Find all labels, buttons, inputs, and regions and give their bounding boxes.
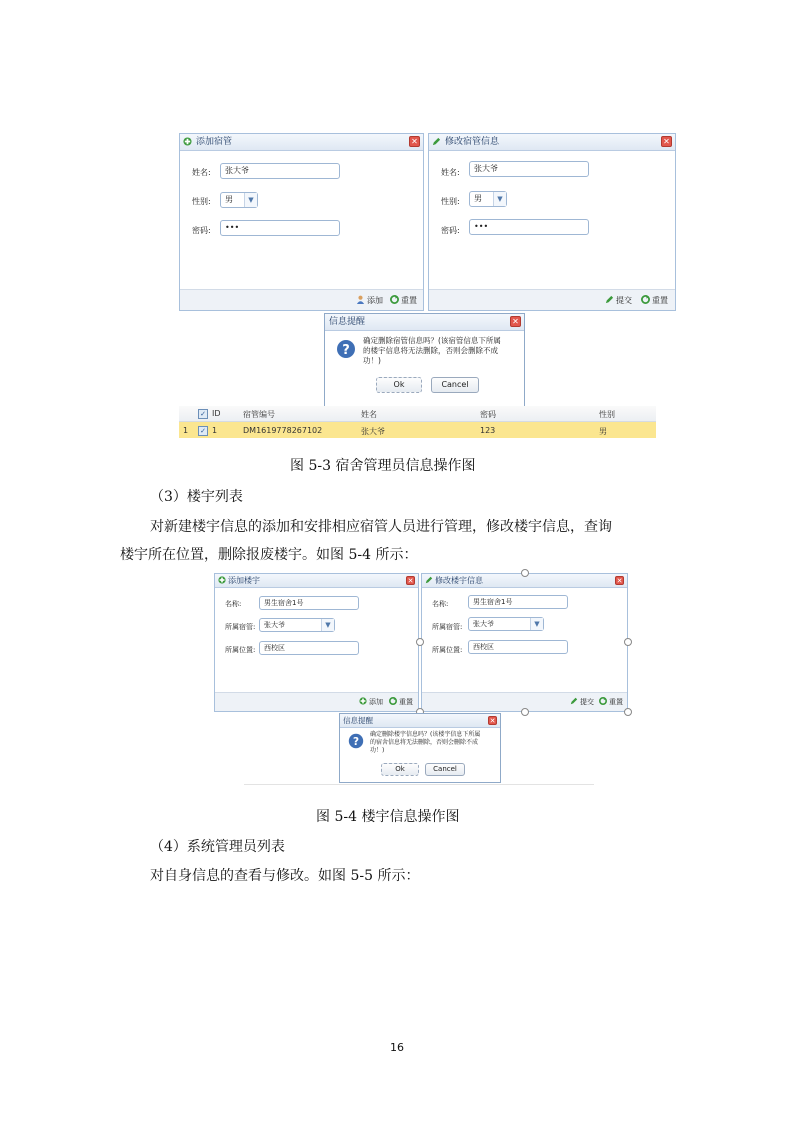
location-input[interactable]: 西校区 [468, 640, 568, 654]
add-icon [359, 697, 367, 705]
resize-handle[interactable] [624, 708, 632, 716]
ok-button[interactable]: Ok [376, 377, 422, 393]
chevron-down-icon[interactable]: ▼ [530, 618, 543, 630]
column-header[interactable]: 姓名 [361, 410, 377, 419]
svg-text:?: ? [342, 343, 350, 358]
submit-button[interactable] [605, 295, 632, 306]
field-label-gender: 性别: [441, 197, 460, 206]
pencil-icon [425, 576, 433, 584]
reset-label: 重置 [401, 296, 417, 305]
add-button[interactable] [356, 295, 383, 306]
manager-select[interactable] [259, 618, 335, 632]
table-header [179, 406, 656, 422]
field-label-location: 所属位置: [432, 646, 463, 654]
section-heading: （3）楼宇列表 [150, 489, 243, 505]
dialog-title: 添加楼宇 [228, 576, 260, 585]
gender-select[interactable] [469, 191, 507, 207]
cell-password: 123 [480, 426, 496, 435]
pencil-icon [605, 295, 614, 304]
cancel-button[interactable]: Cancel [431, 377, 479, 393]
message-line: 的宿舍信息将无法删除，否则会删除不成 [370, 739, 479, 746]
row-index: 1 [183, 426, 189, 435]
paragraph-line: 对自身信息的查看与修改。如图 5-5 所示： [150, 868, 420, 884]
dialog-title: 信息提醒 [343, 716, 373, 725]
column-header[interactable]: 性别 [599, 410, 615, 419]
message-line: 功！) [363, 356, 381, 365]
dialog-header [180, 134, 423, 151]
reset-icon [599, 697, 607, 705]
manager-select[interactable] [468, 617, 544, 631]
add-button[interactable] [359, 697, 383, 707]
dialog-title: 信息提醒 [329, 317, 366, 327]
field-label-password: 密码: [192, 226, 211, 235]
gender-value: 男 [474, 194, 482, 203]
chevron-down-icon[interactable]: ▼ [321, 619, 334, 631]
dialog-title: 修改宿管信息 [445, 137, 500, 147]
user-add-icon [356, 295, 365, 304]
question-icon [336, 339, 356, 359]
delete-confirm-dialog [324, 313, 525, 407]
edit-dorm-manager-dialog [428, 133, 676, 311]
figure-caption: 图 5-4 楼宇信息操作图 [316, 809, 460, 825]
pencil-icon [570, 697, 578, 705]
reset-label: 重置 [399, 698, 413, 706]
reset-icon [390, 295, 399, 304]
dialog-header [340, 714, 500, 728]
close-icon[interactable]: ✕ [661, 136, 672, 147]
submit-button[interactable] [570, 697, 594, 707]
reset-icon [389, 697, 397, 705]
close-icon[interactable]: ✕ [489, 717, 496, 725]
close-icon[interactable]: ✕ [407, 577, 414, 585]
add-building-dialog [214, 573, 419, 712]
field-label-name: 姓名: [192, 168, 211, 177]
field-label-name: 名称: [225, 600, 242, 608]
resize-handle[interactable] [521, 708, 529, 716]
close-icon[interactable]: ✕ [409, 136, 420, 147]
add-dorm-manager-dialog [179, 133, 424, 311]
reset-label: 重置 [652, 296, 668, 305]
field-label-manager: 所属宿管: [432, 623, 463, 631]
reset-button[interactable] [599, 697, 623, 707]
cell-name: 张大爷 [361, 427, 385, 436]
figure-caption: 图 5-3 宿舍管理员信息操作图 [290, 458, 476, 474]
resize-handle[interactable] [521, 569, 529, 577]
add-icon [183, 137, 192, 146]
name-input[interactable]: 男生宿舍1号 [259, 596, 359, 610]
delete-building-confirm-dialog [339, 713, 501, 783]
reset-label: 重置 [609, 698, 623, 706]
submit-label: 提交 [580, 698, 594, 706]
edit-building-dialog [421, 573, 628, 712]
cell-gender: 男 [599, 427, 607, 436]
message-line: 功！) [370, 747, 385, 754]
chevron-down-icon[interactable]: ▼ [244, 193, 257, 207]
table-row[interactable] [179, 422, 656, 438]
field-label-password: 密码: [441, 226, 460, 235]
field-label-manager: 所属宿管: [225, 623, 256, 631]
gender-select[interactable] [220, 192, 258, 208]
message-line: 确定删除宿管信息吗？(该宿管信息下所属 [363, 336, 501, 345]
dialog-title: 添加宿管 [196, 137, 233, 147]
dialog-footer [215, 692, 418, 711]
chevron-down-icon[interactable]: ▼ [493, 192, 506, 206]
submit-label: 提交 [616, 296, 632, 305]
location-input[interactable]: 西校区 [259, 641, 359, 655]
resize-handle[interactable] [416, 638, 424, 646]
pencil-icon [432, 137, 441, 146]
cell-code: DM1619778267102 [243, 426, 323, 435]
reset-button[interactable] [641, 295, 668, 306]
column-header[interactable]: 宿管编号 [243, 410, 275, 419]
section-heading: （4）系统管理员列表 [150, 839, 285, 855]
add-label: 添加 [367, 296, 383, 305]
ok-button[interactable]: Ok [381, 763, 419, 776]
reset-button[interactable] [390, 295, 417, 306]
header-checkbox[interactable]: ✓ [198, 409, 208, 419]
reset-button[interactable] [389, 697, 413, 707]
dialog-title: 修改楼宇信息 [435, 576, 483, 585]
column-header[interactable]: 密码 [480, 410, 496, 419]
dialog-header [429, 134, 675, 151]
field-label-location: 所属位置: [225, 646, 256, 654]
cell-id: 1 [212, 426, 218, 435]
cancel-button[interactable]: Cancel [425, 763, 465, 776]
row-checkbox[interactable]: ✓ [198, 426, 208, 436]
password-input[interactable]: ••• [469, 219, 589, 235]
field-label-gender: 性别: [192, 197, 211, 206]
paragraph-line: 楼宇所在位置，删除报废楼宇。如图 5-4 所示： [120, 547, 418, 563]
field-label-name: 姓名: [441, 168, 460, 177]
svg-text:?: ? [352, 736, 360, 748]
name-input[interactable]: 男生宿舍1号 [468, 595, 568, 609]
close-icon[interactable]: ✕ [616, 577, 623, 585]
name-input[interactable]: 张大爷 [469, 161, 589, 177]
name-input[interactable]: 张大爷 [220, 163, 340, 179]
field-label-name: 名称: [432, 600, 449, 608]
message-line: 确定删除楼宇信息吗？(该楼宇信息下所属 [370, 731, 481, 738]
confirm-message [363, 336, 501, 366]
figure-divider [244, 784, 594, 785]
gender-value: 男 [225, 195, 233, 204]
dialog-footer [180, 289, 423, 310]
message-line: 的楼宇信息将无法删除，否则会删除不成 [363, 346, 498, 355]
confirm-message [370, 731, 480, 755]
question-icon [348, 733, 364, 749]
column-header[interactable]: ID [212, 409, 221, 418]
close-icon[interactable]: ✕ [510, 316, 521, 327]
manager-value: 张大爷 [473, 620, 494, 628]
password-input[interactable]: ••• [220, 220, 340, 236]
dialog-header [215, 574, 418, 588]
page-number: 16 [390, 1041, 404, 1054]
add-icon [218, 576, 226, 584]
dorm-manager-table [179, 406, 656, 439]
dialog-header [325, 314, 524, 331]
manager-value: 张大爷 [264, 621, 285, 629]
reset-icon [641, 295, 650, 304]
paragraph-line: 对新建楼宇信息的添加和安排相应宿管人员进行管理，修改楼宇信息，查询 [150, 519, 612, 535]
add-label: 添加 [369, 698, 383, 706]
resize-handle[interactable] [624, 638, 632, 646]
dialog-footer [429, 289, 675, 310]
